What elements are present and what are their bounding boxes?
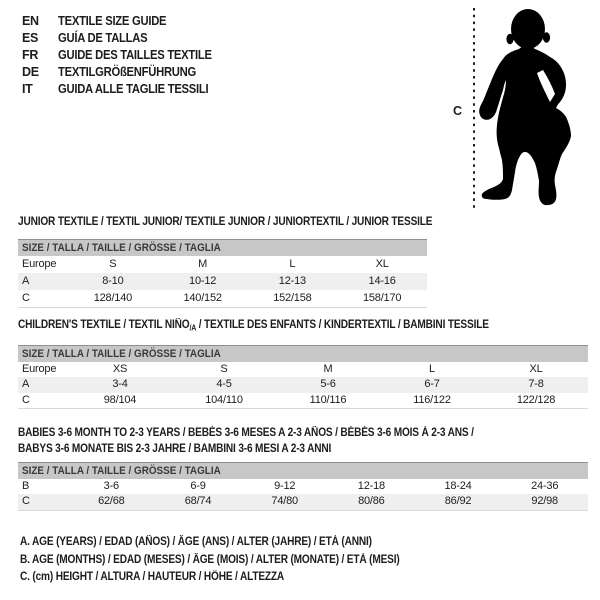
height-cell: 122/128 xyxy=(516,393,556,406)
height-cell: 62/68 xyxy=(98,495,125,507)
language-row-fr xyxy=(22,47,229,64)
title-subscript: /A xyxy=(189,323,197,333)
row-label: Europe xyxy=(22,362,57,375)
age-cell: 9-12 xyxy=(274,479,296,492)
row-label: C xyxy=(22,393,30,406)
babies-title-line1: BABIES 3-6 MONTH TO 2-3 YEARS / BEBÉS 3-6 MESES A 2-3 AÑOS / BÉBÉS 3-6 MOIS À 2-3 ANS / xyxy=(18,427,474,439)
age-cell: 24-36 xyxy=(531,479,559,492)
age-cell: 4-5 xyxy=(216,378,232,390)
legend-line-b: B. AGE (MONTHS) / EDAD (MESES) / ÂGE (MOIS) / ALTER (MONATE) / ETÀ (MESI) xyxy=(20,553,400,566)
size-header-bar: SIZE / TALLA / TAILLE / GRÖSSE / TAGLIA xyxy=(18,345,588,362)
language-title: TEXTILE SIZE GUIDE xyxy=(58,14,167,29)
size-cell: M xyxy=(198,257,208,270)
junior-section-title: JUNIOR TEXTILE / TEXTIL JUNIOR/ TEXTILE JUNIOR / JUNIORTEXTIL / JUNIOR TESSILE xyxy=(18,216,433,228)
height-cell: 104/110 xyxy=(205,393,243,406)
height-cell: 74/80 xyxy=(271,495,298,507)
row-label: C xyxy=(22,495,30,507)
age-cell: 7-8 xyxy=(528,378,544,390)
language-title: GUIDE DES TAILLES TEXTILE xyxy=(58,47,212,62)
table-row-age xyxy=(18,479,588,495)
size-header-bar: SIZE / TALLA / TAILLE / GRÖSSE / TAGLIA xyxy=(18,462,588,479)
size-cell: S xyxy=(220,362,228,375)
babies-title-line2: BABYS 3-6 MONATE BIS 2-3 JAHRE / BAMBINI 3-6 MESI A 2-3 ANNI xyxy=(18,442,332,455)
age-cell: 8-10 xyxy=(102,274,124,287)
table-row-region xyxy=(18,362,588,378)
children-size-table xyxy=(18,345,588,409)
age-cell: 14-16 xyxy=(368,274,396,287)
age-cell: 6-9 xyxy=(190,479,206,492)
language-code: FR xyxy=(22,47,39,62)
language-list xyxy=(22,13,229,97)
size-header-bar: SIZE / TALLA / TAILLE / GRÖSSE / TAGLIA xyxy=(18,239,427,256)
size-cell: S xyxy=(109,257,117,270)
table-row-age xyxy=(18,273,427,290)
height-cell: 140/152 xyxy=(183,291,222,304)
language-title: GUÍA DE TALLAS xyxy=(58,31,148,46)
height-cell: 152/158 xyxy=(273,291,312,304)
babies-size-table xyxy=(18,462,588,511)
size-cell: L xyxy=(429,362,435,375)
row-label: C xyxy=(22,291,30,304)
language-code: EN xyxy=(22,14,39,29)
language-row-en xyxy=(22,13,229,30)
language-code: ES xyxy=(22,31,39,46)
language-title: TEXTILGRÖßENFÜHRUNG xyxy=(58,64,196,79)
height-cell: 68/74 xyxy=(184,495,212,507)
junior-size-table xyxy=(18,239,427,308)
age-cell: 6-7 xyxy=(424,378,440,390)
height-cell: 128/140 xyxy=(93,291,133,304)
language-row-it xyxy=(22,80,229,97)
left-ear xyxy=(506,34,513,44)
row-label: Europe xyxy=(22,257,57,270)
table-row-age xyxy=(18,377,588,393)
age-cell: 12-13 xyxy=(278,274,306,287)
height-measure-label: C xyxy=(453,104,463,118)
size-cell: XL xyxy=(529,362,543,375)
size-cell: M xyxy=(323,362,333,375)
height-cell: 92/98 xyxy=(531,495,558,507)
language-code: DE xyxy=(22,64,39,79)
legend-line-a: A. AGE (YEARS) / EDAD (AÑOS) / ÂGE (ANS) / ALTER (JAHRE) / ETÀ (ANNI) xyxy=(20,536,372,548)
height-cell: 80/86 xyxy=(358,495,385,507)
age-cell: 10-12 xyxy=(189,274,217,287)
age-cell: 12-18 xyxy=(357,479,385,492)
table-row-height xyxy=(18,393,588,409)
row-label: A xyxy=(22,378,30,390)
height-cell: 110/116 xyxy=(309,393,347,406)
size-cell: XS xyxy=(112,362,128,375)
table-row-region xyxy=(18,256,427,273)
table-row-height xyxy=(18,494,588,510)
legend-line-c: C. (cm) HEIGHT / ALTURA / HAUTEUR / HÖHE / ALTEZZA xyxy=(20,571,285,583)
table-row-height xyxy=(18,290,427,307)
row-label: A xyxy=(22,274,30,287)
children-section-title: CHILDREN'S TEXTILE / TEXTIL $NIÑO_{/A}$ / TEXTILE DES ENFANTS / KINDERTEXTIL / BAMBINI TESSILE xyxy=(18,319,489,333)
language-code: IT xyxy=(22,81,33,96)
height-cell: 98/104 xyxy=(103,393,137,406)
baby-silhouette xyxy=(479,9,571,205)
age-cell: 18-24 xyxy=(444,479,472,492)
size-cell: XL xyxy=(375,257,389,270)
age-cell: 5-6 xyxy=(320,378,336,390)
right-ear xyxy=(543,32,550,42)
language-row-de xyxy=(22,63,229,80)
row-label: B xyxy=(22,479,30,492)
height-cell: 116/122 xyxy=(413,393,451,406)
size-cell: L xyxy=(289,257,296,270)
height-cell: 158/170 xyxy=(362,291,402,304)
measure-legend xyxy=(20,534,451,587)
babies-section-title xyxy=(18,426,474,457)
height-cell: 86/92 xyxy=(444,495,472,507)
language-title: GUIDA ALLE TAGLIE TESSILI xyxy=(58,81,209,96)
baby-silhouette-figure xyxy=(440,0,600,215)
age-cell: 3-6 xyxy=(103,479,119,492)
age-cell: 3-4 xyxy=(112,378,128,390)
language-row-es xyxy=(22,30,229,47)
